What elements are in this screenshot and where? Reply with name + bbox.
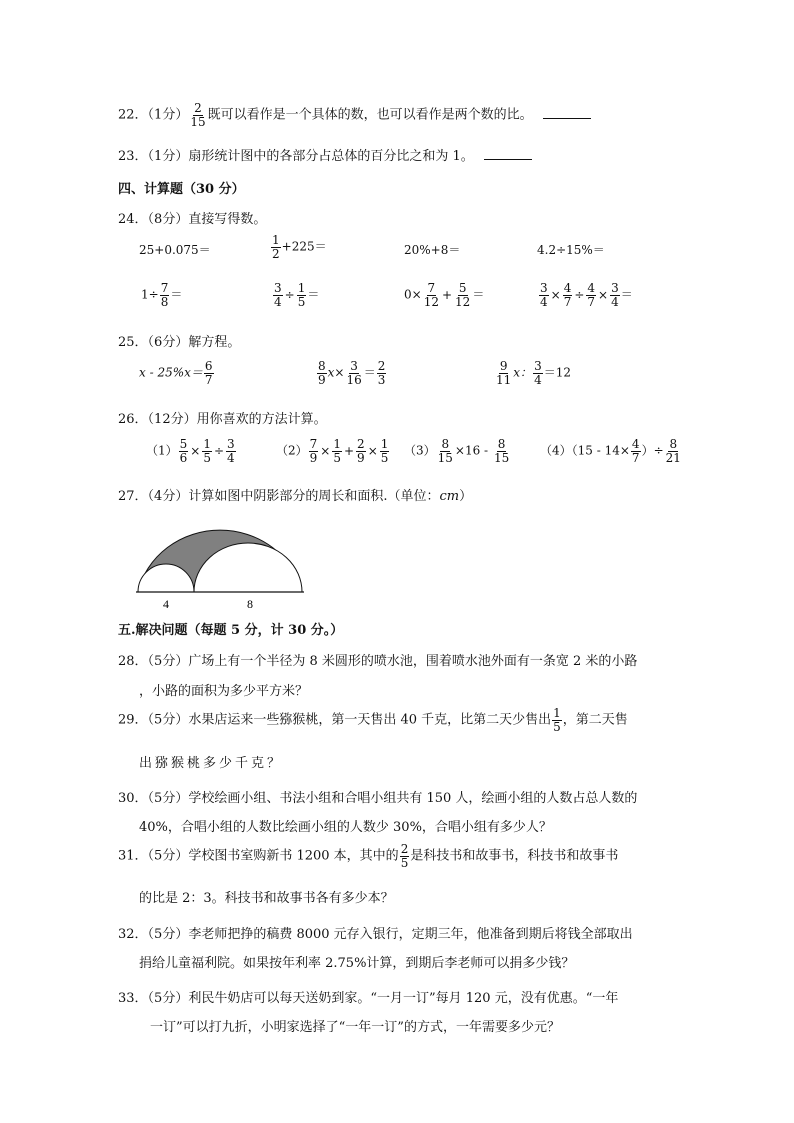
calc-expression: 0× $\frac{7}{12}$ + $\frac{5}{12}$ ＝ bbox=[404, 281, 485, 309]
calc-problem: （1） $\frac{5}{6}$ × $\frac{1}{5}$ ÷ $\frac{3}{4}$ bbox=[146, 437, 235, 465]
question-31: 31．（5分）学校图书室购新书 1200 本，其中的 $\frac{2}{5}$ 是科技书和故事书，科技书和故事书 bbox=[118, 842, 619, 870]
question-28-line2: ，小路的面积为多少平方米？ bbox=[139, 684, 309, 699]
question-27: 27．（4分）计算如图中阴影部分的周长和面积.（单位：cm） bbox=[118, 489, 473, 504]
question-28: 28．（5分）广场上有一个半径为 8 米圆形的喷水池，围着喷水池外面有一条宽 2 米的小路 bbox=[118, 654, 638, 669]
section-4-heading: 四、计算题（30 分） bbox=[118, 182, 245, 197]
calc-expression: $\frac{1}{2}$ +225＝ bbox=[272, 233, 327, 261]
calc-expression: $\frac{3}{4}$ ÷ $\frac{1}{5}$ ＝ bbox=[274, 281, 320, 309]
calc-problem: （2） $\frac{7}{9}$ × $\frac{1}{5}$ + $\frac{2}{9}$ × $\frac{1}{5}$ bbox=[276, 437, 389, 465]
equation: x - 25%x＝ $\frac{6}{7}$ bbox=[139, 359, 213, 387]
question-29: 29．（5分）水果店运来一些猕猴桃，第一天售出 40 千克，比第二天少售出 $\frac{1}{5}$ ，第二天售 bbox=[118, 706, 628, 734]
question-31-line2: 的比是 2：3。科技书和故事书各有多少本？ bbox=[139, 891, 394, 906]
calc-expression: 20%+8＝ bbox=[404, 243, 461, 257]
calc-expression: 4.2÷15%＝ bbox=[537, 243, 605, 257]
calc-problem: （4）（15 - 14× $\frac{4}{7}$ ）÷ $\frac{8}{21}$ bbox=[540, 437, 681, 465]
shaded-semicircle-figure bbox=[132, 505, 312, 615]
calc-expression: 1÷ $\frac{7}{8}$ ＝ bbox=[141, 281, 183, 309]
answer-blank[interactable] bbox=[484, 147, 532, 160]
question-32: 32．（5分）李老师把挣的稿费 8000 元存入银行，定期三年，他准备到期后将钱全部取出 bbox=[118, 927, 633, 942]
calc-problem: （3） $\frac{8}{15}$ ×16 - $\frac{8}{15}$ bbox=[404, 437, 510, 465]
question-33: 33．（5分）利民牛奶店可以每天送奶到家。“一月一订”每月 120 元，没有优惠。“一年 bbox=[118, 991, 619, 1006]
question-33-line2: 一订”可以打九折，小明家选择了“一年一订”的方式，一年需要多少元？ bbox=[150, 1020, 560, 1035]
calc-expression: 25+0.075＝ bbox=[139, 243, 211, 257]
label-8: 8 bbox=[247, 597, 253, 611]
answer-blank[interactable] bbox=[543, 106, 591, 119]
calc-expression: $\frac{3}{4}$ × $\frac{4}{7}$ ÷ $\frac{4}{7}$ × $\frac{3}{4}$ ＝ bbox=[540, 281, 633, 309]
fraction: $\frac{2}{15}$ bbox=[190, 101, 206, 129]
equation: $\frac{8}{9}$ x× $\frac{3}{16}$ ＝ $\frac{2}{3}$ bbox=[318, 359, 386, 387]
question-22: 22．（1分） $\frac{2}{15}$ 既可以看作是一个具体的数，也可以看作是两个数的比。 bbox=[118, 102, 591, 128]
label-4: 4 bbox=[163, 597, 169, 611]
question-32-line2: 捐给儿童福利院。如果按年利率 2.75%计算，到期后李老师可以捐多少钱？ bbox=[139, 956, 575, 971]
question-30: 30．（5分）学校绘画小组、书法小组和合唱小组共有 150 人，绘画小组的人数占总人数的 bbox=[118, 791, 638, 806]
question-26: 26．（12分）用你喜欢的方法计算。 bbox=[118, 412, 327, 427]
question-24: 24．（8分）直接写得数。 bbox=[118, 212, 267, 227]
section-5-heading: 五.解决问题（每题 5 分，计 30 分。） bbox=[118, 623, 344, 638]
question-30-line2: 40%，合唱小组的人数比绘画小组的人数少 30%，合唱小组有多少人？ bbox=[139, 820, 552, 835]
question-23: 23．（1分）扇形统计图中的各部分占总体的百分比之和为 1。 bbox=[118, 145, 532, 164]
question-29-line2: 出猕猴桃多少千克？ bbox=[139, 756, 284, 771]
equation: $\frac{9}{11}$ x： $\frac{3}{4}$ ＝12 bbox=[496, 359, 571, 387]
question-25: 25．（6分）解方程。 bbox=[118, 335, 241, 350]
